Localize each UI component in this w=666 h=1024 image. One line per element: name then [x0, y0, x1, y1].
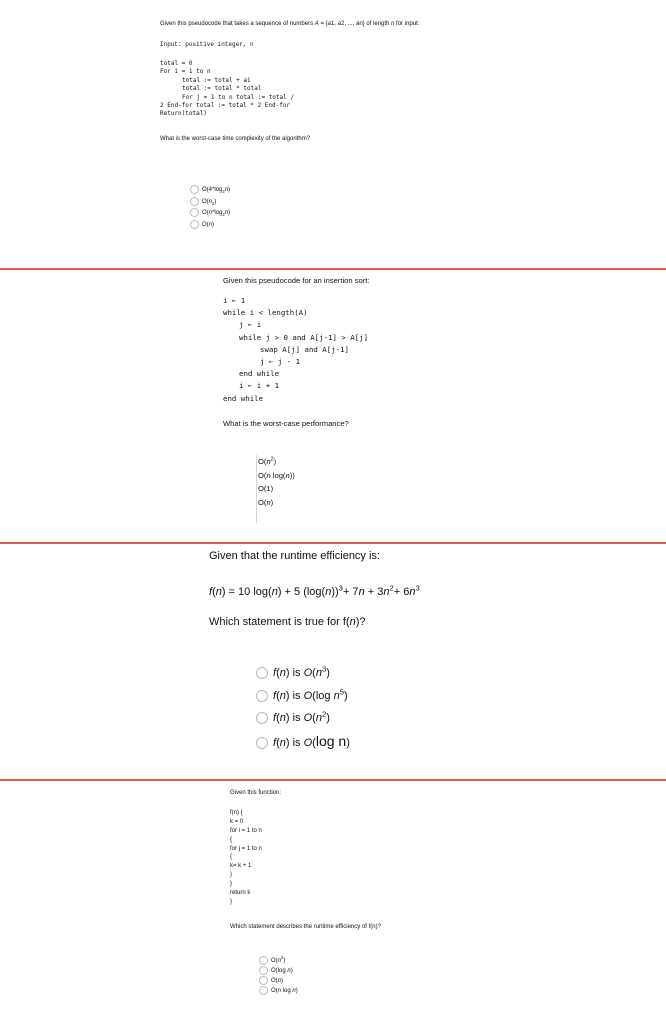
q1-code	[160, 60, 600, 119]
option-label: $O(n^2)$	[258, 456, 277, 466]
option-label: f(n) is $O(n^2)$	[273, 709, 330, 724]
radio-button[interactable]	[256, 737, 268, 749]
q4-option[interactable]	[259, 956, 298, 966]
q2-option[interactable]	[258, 482, 295, 496]
code-line: For j = 1 to n total := total /	[182, 93, 294, 101]
question-3	[209, 550, 649, 628]
radio-button[interactable]	[256, 712, 268, 724]
q4-prompt: Given this function:	[230, 790, 282, 796]
radio-button[interactable]	[256, 667, 268, 679]
option-label: O(n)	[258, 498, 274, 508]
q2-code	[223, 295, 643, 405]
q1-option[interactable]	[190, 220, 230, 232]
code-line: return k	[230, 890, 251, 897]
option-label: O(log n)	[271, 968, 293, 975]
option-label: f(n) is $O(n^3)$	[273, 664, 330, 679]
q2-option[interactable]	[258, 496, 295, 510]
separator	[0, 779, 666, 781]
radio-button[interactable]	[190, 197, 199, 206]
code-line: swap A[j] and A[j-1]	[260, 344, 349, 354]
q3-option[interactable]	[256, 662, 350, 685]
q2-prompt: Given this pseudocode for an insertion sort:	[223, 276, 370, 285]
separator	[0, 542, 666, 544]
code-line: 2 End-for total := total * 2 End-for	[160, 101, 291, 109]
option-label: O(n log(n))	[258, 470, 295, 480]
code-line: i ← 1	[223, 296, 246, 305]
q1-question: What is the worst-case time complexity of the algorithm?	[160, 135, 311, 142]
q1-options	[190, 185, 230, 231]
code-line: i ← i + 1	[239, 381, 280, 391]
radio-button[interactable]	[259, 986, 268, 995]
q4-code	[230, 809, 650, 907]
radio-button[interactable]	[190, 208, 199, 217]
q3-options	[256, 662, 350, 754]
option-label: O(n)	[271, 978, 284, 985]
code-line: f(n) {	[230, 809, 243, 816]
radio-button[interactable]	[259, 956, 268, 965]
code-line: j ← j - 1	[260, 357, 301, 367]
option-label: $O(n*\log_2n)$	[202, 210, 231, 218]
q3-option[interactable]	[256, 730, 350, 755]
code-line: k= k + 1	[230, 863, 252, 870]
option-label: $O(n_2)$	[202, 198, 217, 206]
code-line: for j = 1 to n	[230, 845, 262, 852]
option-label: f(n) is O(log n)	[273, 732, 350, 749]
option-label: $O(4*\log_2n)$	[202, 187, 231, 195]
q4-option[interactable]	[259, 966, 298, 976]
q2-option[interactable]	[258, 469, 295, 483]
question-1	[160, 20, 600, 143]
code-line: total := total + ai	[182, 76, 251, 84]
code-line: end while	[239, 369, 280, 379]
code-line: }	[230, 898, 233, 905]
radio-button[interactable]	[259, 966, 268, 975]
separator	[0, 268, 666, 270]
q1-option[interactable]	[190, 208, 230, 220]
code-line: while j > 0 and A[j-1] > A[j]	[239, 332, 369, 342]
code-line: }	[230, 881, 233, 888]
option-label: O(n)	[202, 221, 215, 228]
q3-option[interactable]	[256, 685, 350, 708]
code-line: }	[230, 872, 233, 879]
radio-button[interactable]	[190, 185, 199, 194]
code-line: {	[230, 854, 233, 861]
option-label: f(n) is O(log $n^5$)	[273, 686, 348, 702]
q1-input-line: Input: positive integer, n	[160, 40, 254, 48]
code-line: j ← i	[239, 320, 262, 330]
radio-button[interactable]	[259, 976, 268, 985]
code-line: Return(total)	[160, 110, 207, 118]
question-2	[223, 276, 643, 428]
radio-button[interactable]	[190, 220, 199, 229]
q3-option[interactable]	[256, 707, 350, 730]
q4-option[interactable]	[259, 976, 298, 986]
code-line: while i < length(A)	[223, 308, 308, 318]
q3-formula: f(n) = 10 log(n) + 5 $(\log(n))^3+ 7n + 3n^2+ 6n^3$	[209, 583, 420, 598]
code-line: total = 0	[160, 59, 193, 67]
option-label: O(1)	[258, 484, 274, 494]
q1-option[interactable]	[190, 197, 230, 209]
q2-option[interactable]	[258, 455, 295, 469]
code-line: total := total * total	[182, 85, 262, 93]
code-line: k = 0	[230, 818, 244, 825]
q1-option[interactable]	[190, 185, 230, 197]
q3-prompt: Given that the runtime efficiency is:	[209, 550, 380, 562]
q2-options	[256, 455, 295, 523]
q3-question: Which statement is true for f(n)?	[209, 616, 366, 628]
q1-prompt: Given this pseudocode that takes a sequence of numbers A = {a1, a2, ..., an} of length n for input:	[160, 21, 420, 27]
q4-options	[259, 956, 298, 996]
code-line: For i = 1 to n	[160, 68, 211, 76]
code-line: {	[230, 836, 233, 843]
question-4	[230, 789, 650, 932]
code-line: end while	[223, 393, 264, 403]
q2-question: What is the worst-case performance?	[223, 418, 349, 428]
code-line: for i = 1 to n	[230, 827, 262, 834]
option-label: $O(n^2)$	[271, 955, 286, 965]
q4-option[interactable]	[259, 986, 298, 996]
radio-button[interactable]	[256, 690, 268, 702]
q4-question: Which statement describes the runtime efficiency of f(n)?	[230, 923, 381, 930]
option-label: O(n log n)	[271, 988, 298, 995]
